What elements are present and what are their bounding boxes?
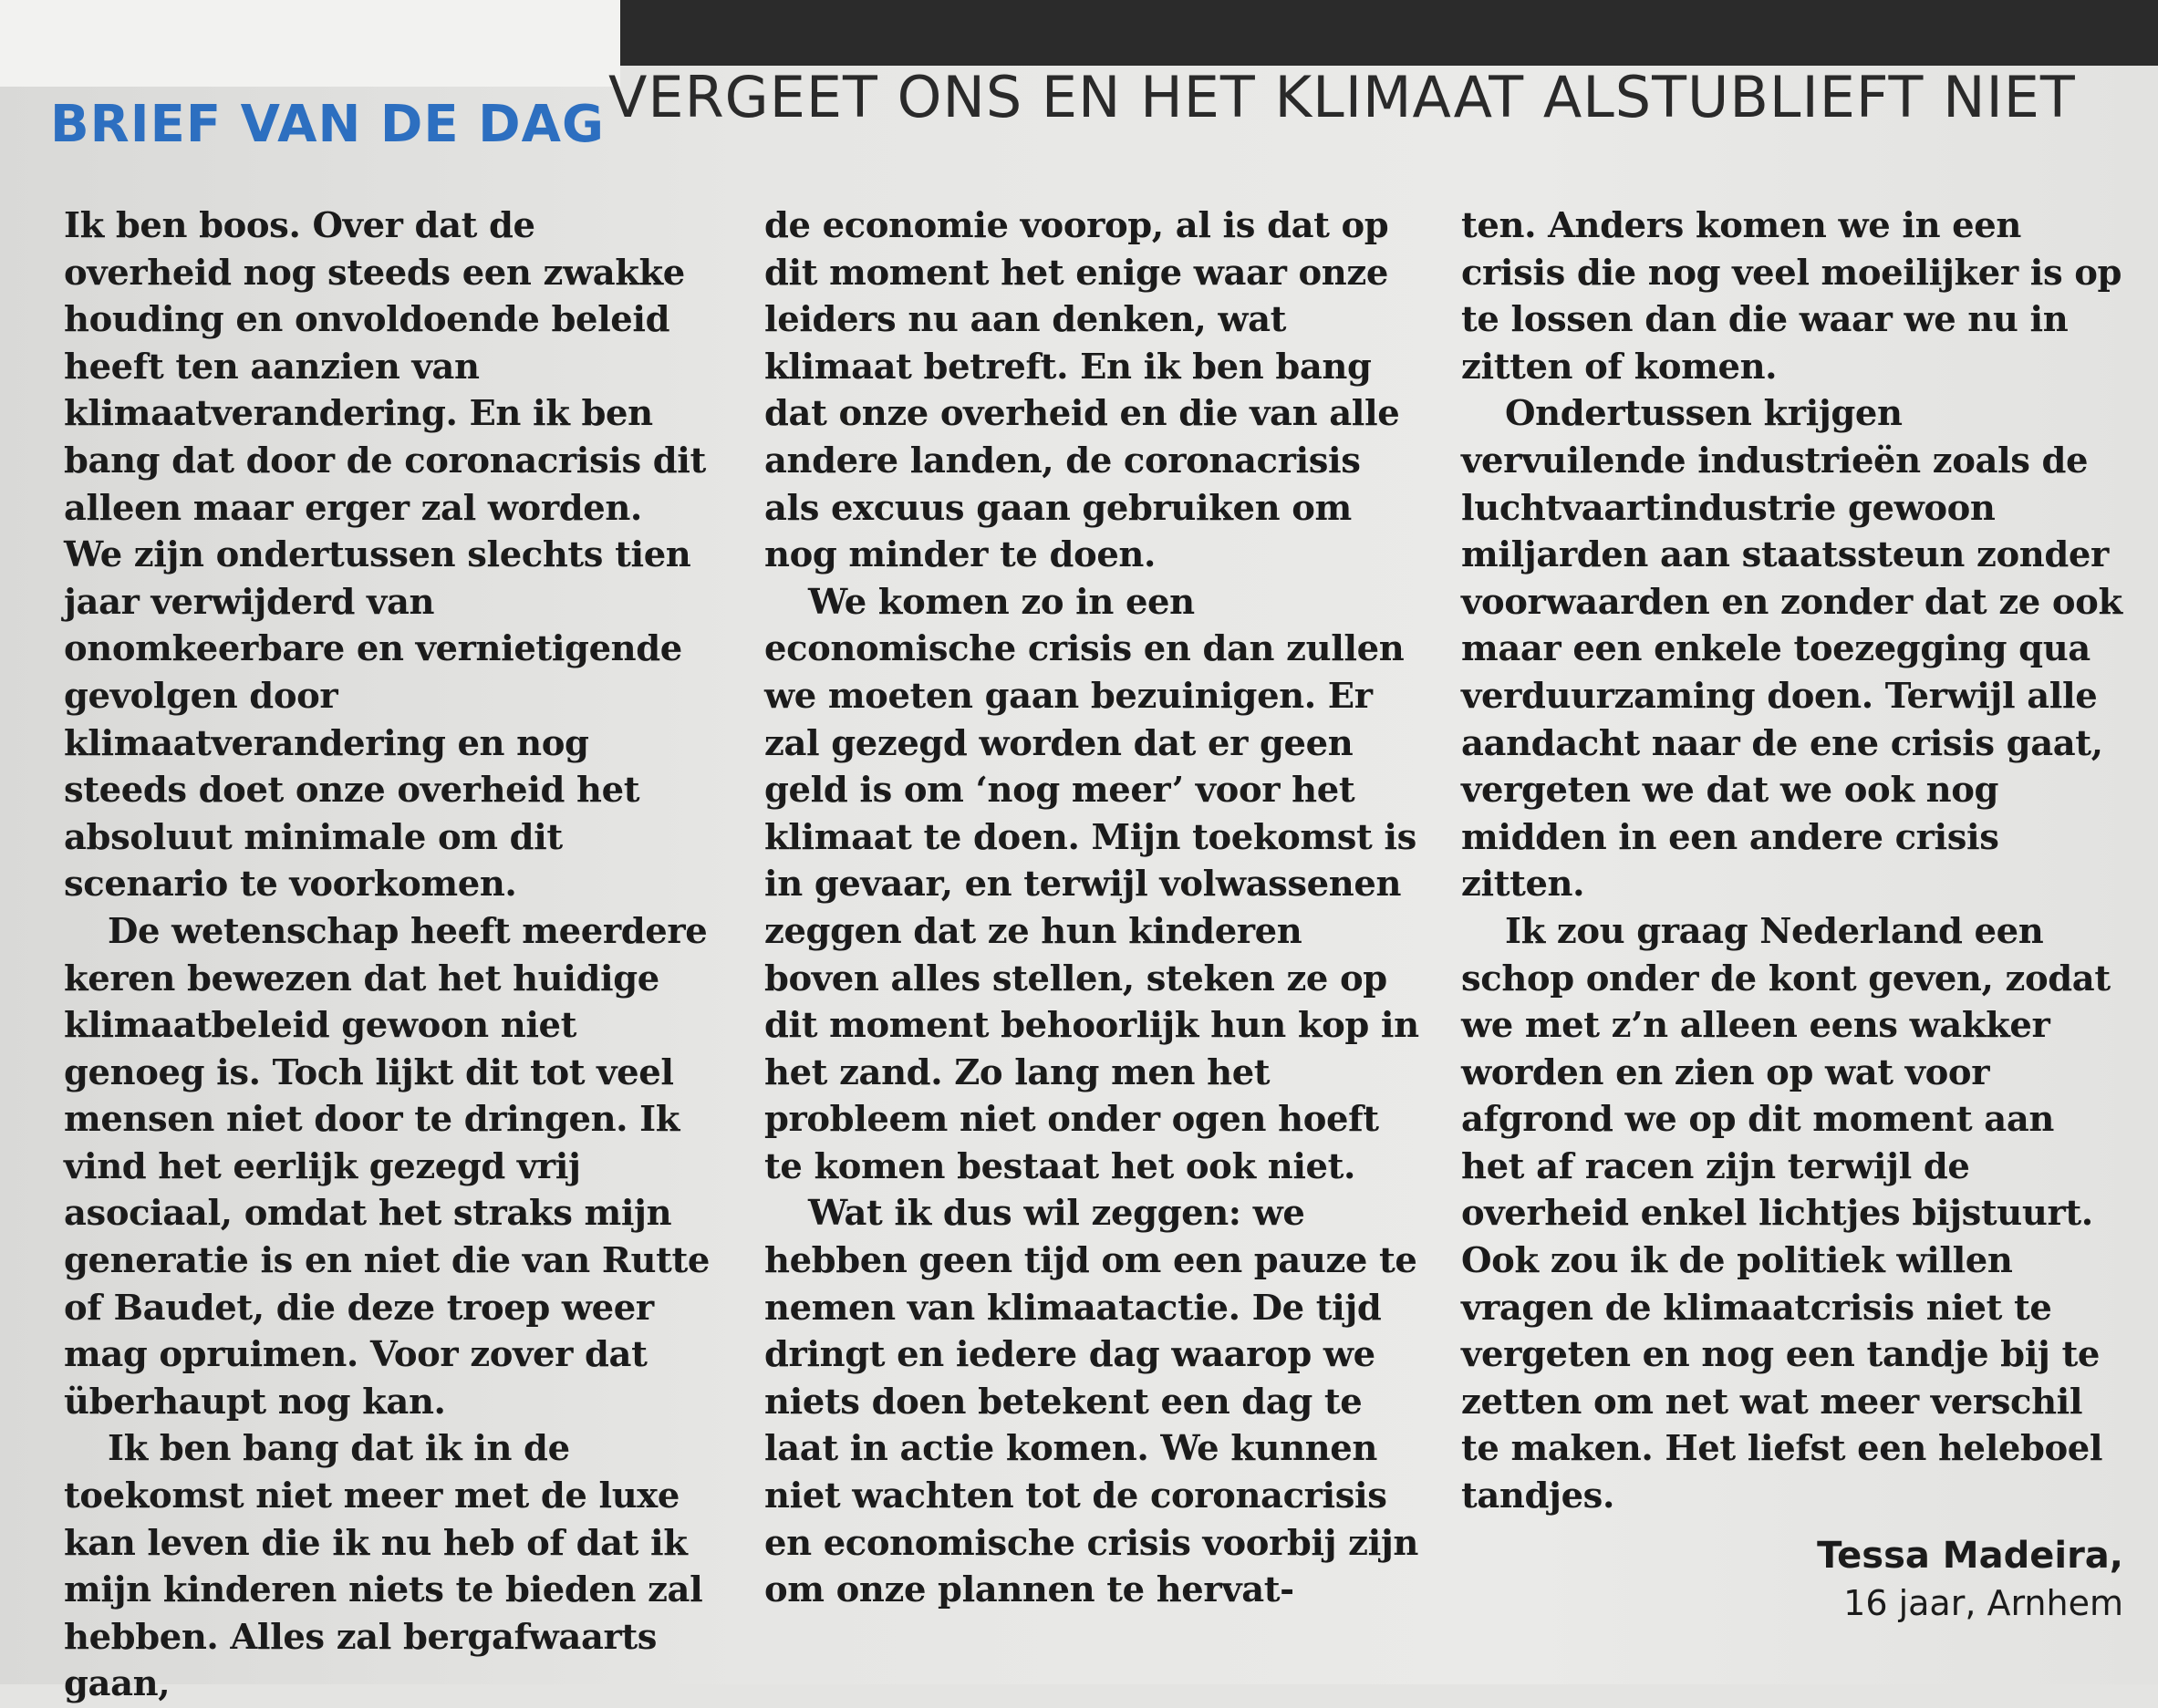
article-headline: VERGEET ONS EN HET KLIMAAT ALSTUBLIEFT NIET xyxy=(608,64,2076,130)
paragraph: de economie voorop, al is dat op dit moment het enige waar onze leiders nu aan denken, wat klimaat betreft. En ik ben bang dat onze overheid en die van alle andere landen, de coronacrisis als excuus gaan gebruiken om nog minder te doen. xyxy=(764,205,1400,576)
paragraph: ten. Anders komen we in een crisis die nog veel moeilijker is op te lossen dan die waar we nu in zitten of komen. xyxy=(1461,205,2122,388)
paragraph: Ondertussen krijgen vervuilende industrieën zoals de luchtvaartindustrie gewoon miljarden aan staatssteun zonder voorwaarden en zonder dat ze ook maar een enkele toezegging qua verduurzaming doen. Terwijl alle aandacht naar de ene crisis gaat, vergeten we dat we ook nog midden in een andere crisis zitten. xyxy=(1461,393,2122,906)
paragraph: Ik ben bang dat ik in de toekomst niet meer met de luxe kan leven die ik nu heb of dat ik mijn kinderen niets te bieden zal hebben. Alles zal bergafwaarts gaan, xyxy=(64,1428,703,1705)
section-kicker: BRIEF VAN DE DAG xyxy=(50,95,605,154)
author-details: 16 jaar, Arnhem xyxy=(1843,1583,2123,1623)
header-rule-bar xyxy=(620,0,2158,66)
paragraph: De wetenschap heeft meerdere keren bewezen dat het huidige klimaatbeleid gewoon niet genoeg is. Toch lijkt dit tot veel mensen niet door te dringen. Ik vind het eerlijk gezegd vrij asociaal, omdat het straks mijn generatie is en niet die van Rutte of Baudet, die deze troep weer mag opruimen. Voor zover dat überhaupt nog kan. xyxy=(64,910,710,1423)
text-column-2 xyxy=(764,202,1421,1614)
paragraph: Ik zou graag Nederland een schop onder de kont geven, zodat we met z’n alleen eens wakker worden en zien op wat voor afgrond we op dit moment aan het af racen zijn terwijl de overheid enkel lichtjes bijstuurt. Ook zou ik de politiek willen vragen de klimaatcrisis niet te vergeten en nog een tandje bij te zetten om net wat meer verschil te maken. Het liefst een heleboel tandjes. xyxy=(1461,910,2111,1517)
paragraph: Wat ik dus wil zeggen: we hebben geen tijd om een pauze te nemen van klimaatactie. De tijd dringt en iedere dag waarop we niets doen betekent een dag te laat in actie komen. We kunnen niet wachten tot de coronacrisis en economische crisis voorbij zijn om onze plannen te hervat- xyxy=(764,1193,1418,1611)
text-column-1 xyxy=(64,202,711,1708)
author-name: Tessa Madeira, xyxy=(1817,1535,2123,1577)
paragraph: We komen zo in een economische crisis en dan zullen we moeten gaan bezuinigen. Er zal gezegd worden dat er geen geld is om ‘nog meer’ voor het klimaat te doen. Mijn toekomst is in gevaar, en terwijl volwassenen zeggen dat ze hun kinderen boven alles stellen, steken ze op dit moment behoorlijk hun kop in het zand. Zo lang men het probleem niet onder ogen hoeft te komen bestaat het ook niet. xyxy=(764,581,1419,1187)
text-column-3 xyxy=(1461,202,2127,1520)
author-signature xyxy=(1817,1532,2123,1627)
article-header xyxy=(50,66,2148,175)
paragraph: Ik ben boos. Over dat de overheid nog steeds een zwakke houding en onvoldoende beleid heeft ten aanzien van klimaatverandering. En ik ben bang dat door de coronacrisis dit alleen maar erger zal worden. We zijn ondertussen slechts tien jaar verwijderd van onomkeerbare en vernietigende gevolgen door klimaatverandering en nog steeds doet onze overheid het absoluut minimale om dit scenario te voorkomen. xyxy=(64,205,706,906)
